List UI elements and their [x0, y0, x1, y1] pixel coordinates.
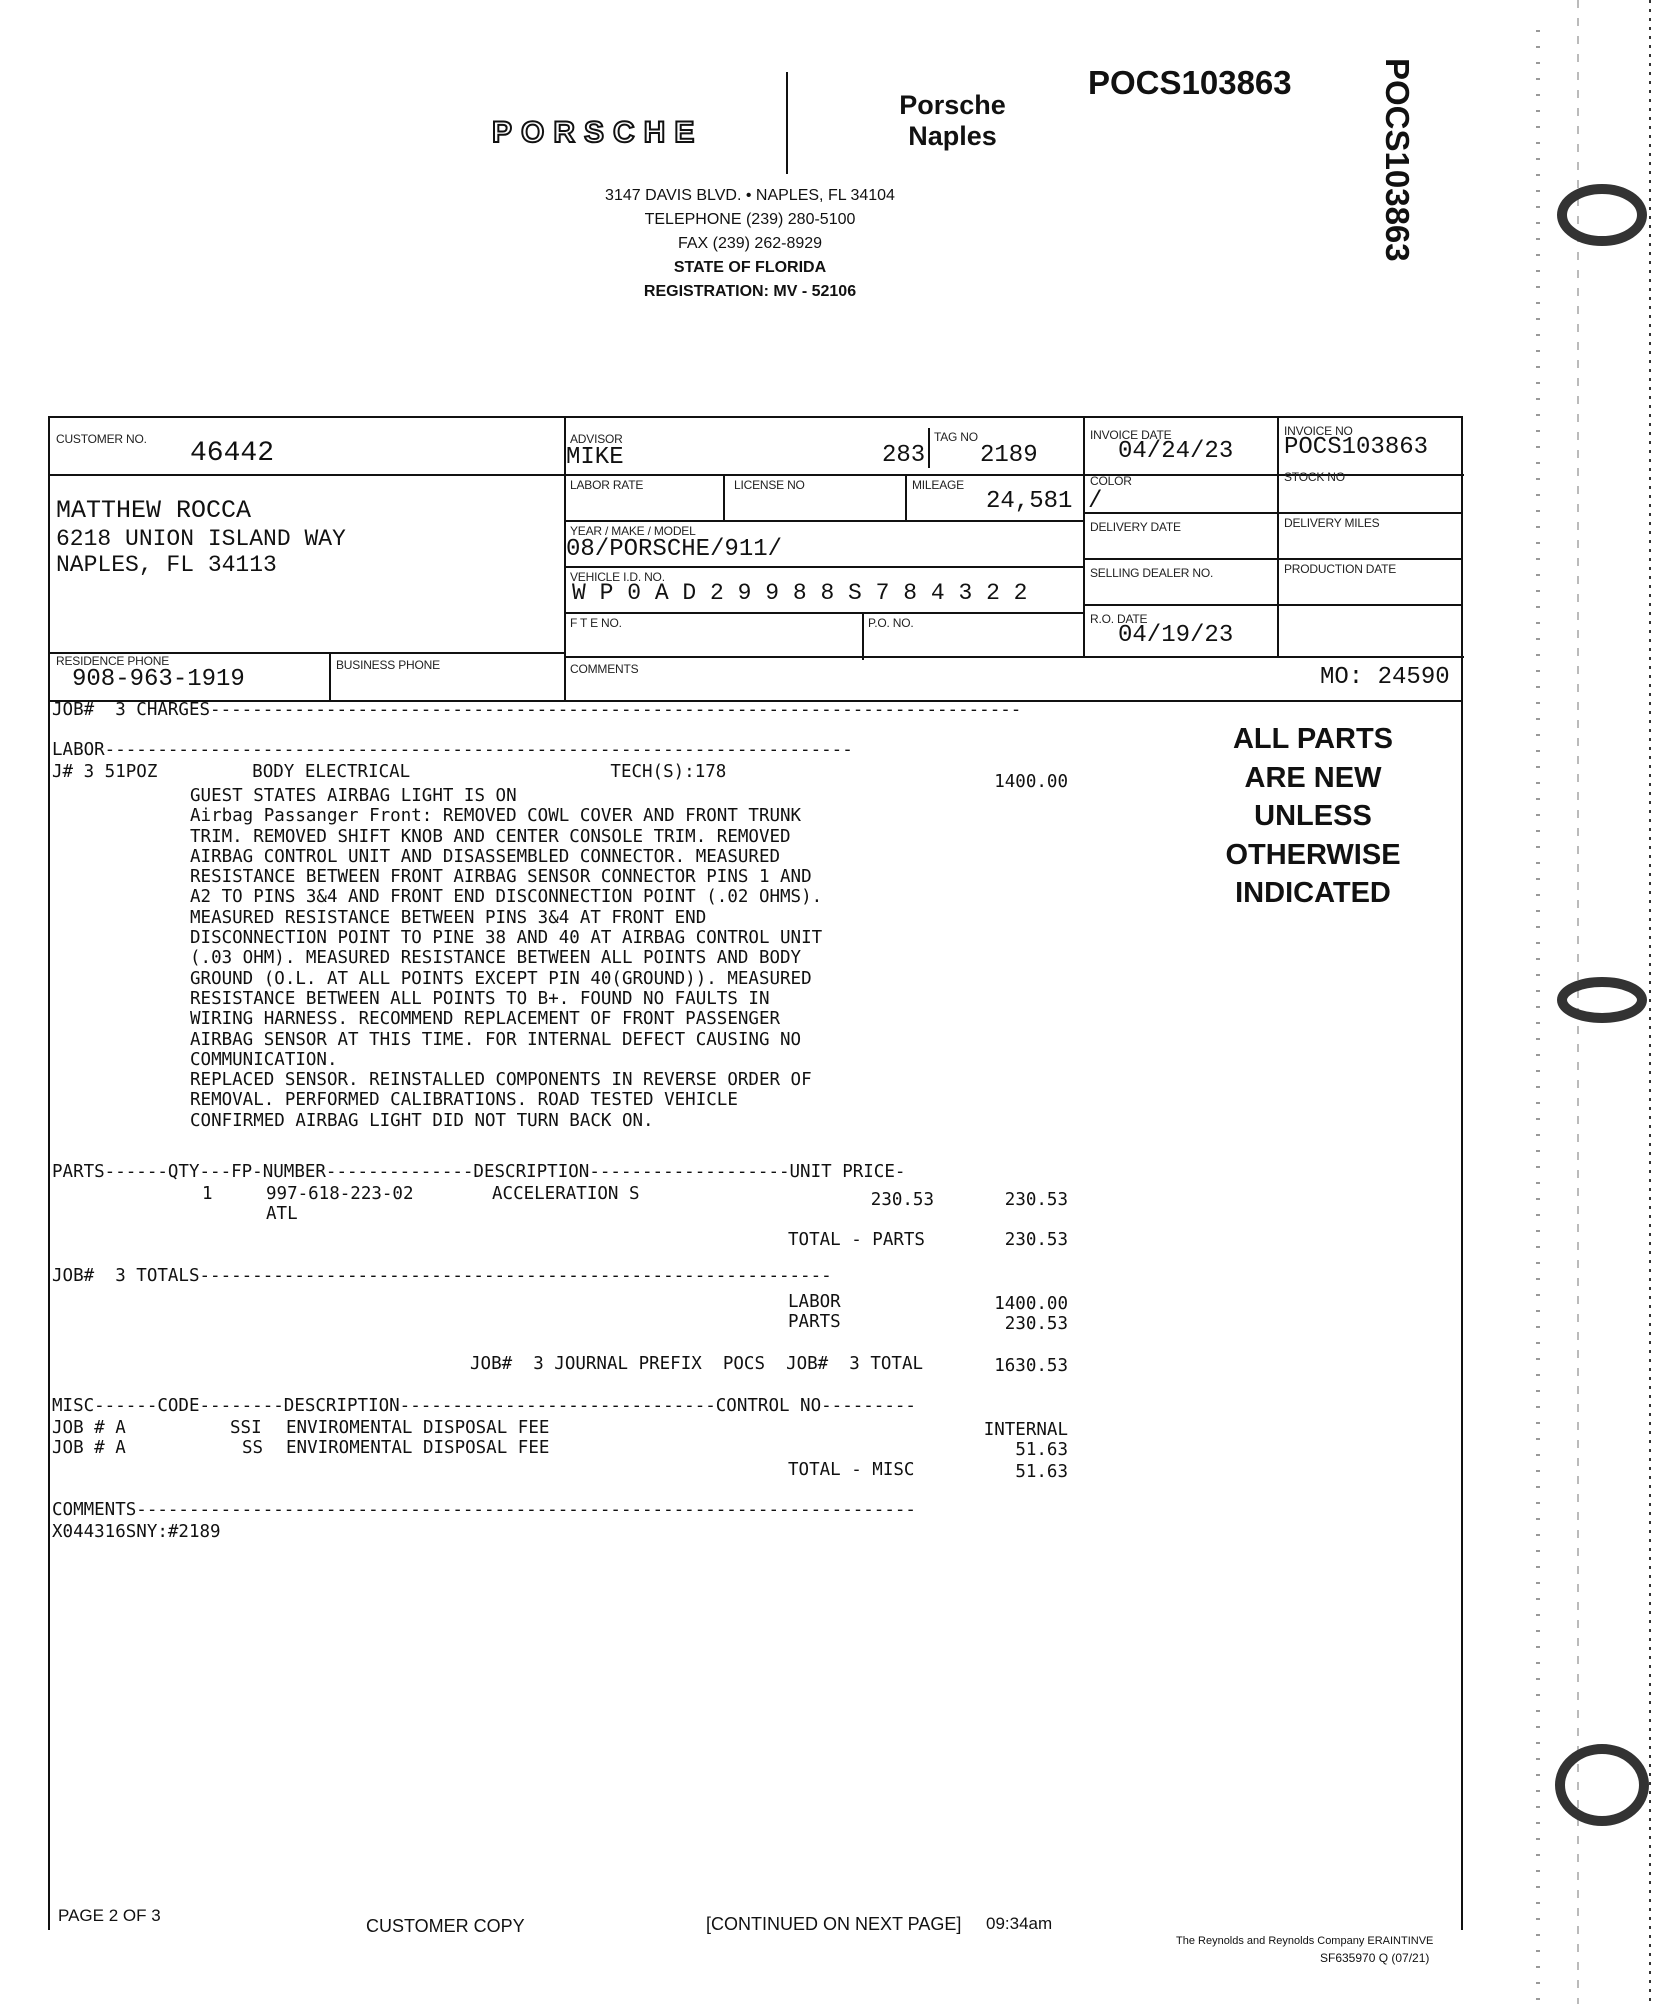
continued-note: [CONTINUED ON NEXT PAGE] — [706, 1914, 962, 1934]
side-invoice-code: POCS103863 — [1379, 58, 1416, 262]
ro-date: 04/19/23 — [1118, 622, 1234, 649]
top-invoice-code: POCS103863 — [1088, 64, 1292, 101]
invoice-no: POCS103863 — [1284, 434, 1429, 461]
total-parts: 230.53 — [1004, 1230, 1068, 1250]
invoice-date-label: INVOICE DATE — [1090, 428, 1172, 442]
notice-line: UNLESS — [1254, 800, 1372, 832]
job-totals-header: JOB# 3 TOTALS------------------------------------------------------------ — [52, 1266, 832, 1286]
total-parts-label: TOTAL - PARTS — [788, 1230, 925, 1250]
labor-rate-label: LABOR RATE — [570, 478, 644, 492]
parts-notice — [1180, 720, 1446, 913]
misc-code: SSI — [230, 1418, 262, 1438]
brand-logo — [492, 116, 754, 146]
total-misc-label: TOTAL - MISC — [788, 1460, 915, 1480]
selling-dealer-label: SELLING DEALER NO. — [1090, 566, 1214, 580]
totals-labor-label: LABOR — [788, 1292, 841, 1312]
dealer-address: 3147 DAVIS BLVD. • NAPLES, FL 34104 — [605, 187, 895, 204]
part-unit-price: 230.53 — [870, 1190, 934, 1210]
job-charges-header: JOB# 3 CHARGES----------------------------------------------------------------------------- — [52, 700, 1022, 720]
vin: W P 0 A D 2 9 9 8 8 S 7 8 4 3 2 2 — [572, 580, 1028, 606]
residence-phone-label: RESIDENCE PHONE — [56, 654, 170, 668]
svg-text:PORSCHE: PORSCHE — [492, 116, 704, 146]
color-label: COLOR — [1090, 474, 1132, 488]
dealer-telephone: TELEPHONE (239) 280-5100 — [644, 211, 856, 228]
mileage: 24,581 — [986, 488, 1073, 515]
customer-city: NAPLES, FL 34113 — [56, 552, 277, 578]
mileage-label: MILEAGE — [912, 478, 964, 492]
comments-header: COMMENTS-------------------------------------------------------------------------- — [52, 1500, 916, 1520]
stock-no-label: STOCK NO — [1284, 470, 1345, 484]
tag-no: 2189 — [980, 442, 1038, 469]
repair-story: GUEST STATES AIRBAG LIGHT IS ON Airbag Passanger Front: REMOVED COWL COVER AND FRONT TRUNK TRIM. REMOVED SHIFT KNOB AND CENTER CONSOLE TRIM. REMOVED AIRBAG CONTROL UNIT AND DISASSEMBLED CONNECTOR. MEASURED RESISTANCE BETWEEN FRONT AIRBAG SENSOR CONNECTOR PINS 1 AND A2 TO PINS 3&4 AND FRONT END DISCONNECTION POINT (.02 OHMS). MEASURED RESISTANCE BETWEEN PINS 3&4 AT FRONT END DISCONNECTION POINT TO PINE 38 AND 40 AT AIRBAG CONTROL UNIT (.03 OHM). MEASURED RESISTANCE BETWEEN ALL POINTS AND BODY GROUND (O.L. AT ALL POINTS EXCEPT PIN 40(GROUND)). MEASURED RESISTANCE BETWEEN ALL POINTS TO B+. FOUND NO FAULTS IN WIRING HARNESS. RECOMMEND REPLACEMENT OF FRONT PASSENGER AIRBAG SENSOR AT THIS TIME. FOR INTERNAL DEFECT CAUSING NO COMMUNICATION. REPLACED SENSOR. REINSTALLED COMPONENTS IN REVERSE ORDER OF REMOVAL. PERFORMED CALIBRATIONS. ROAD TESTED VEHICLE CONFIRMED AIRBAG LIGHT DID NOT TURN BACK ON. — [190, 786, 823, 1131]
customer-name: MATTHEW ROCCA — [56, 496, 252, 525]
production-date-label: PRODUCTION DATE — [1284, 562, 1397, 576]
color: / — [1088, 488, 1103, 515]
journal-line: JOB# 3 JOURNAL PREFIX POCS JOB# 3 TOTAL — [470, 1354, 924, 1374]
delivery-date-label: DELIVERY DATE — [1090, 520, 1181, 534]
misc-code: SS — [242, 1438, 264, 1458]
notice-line: OTHERWISE — [1225, 838, 1401, 871]
fte-label: F T E NO. — [570, 616, 622, 630]
misc-amount: 51.63 — [1015, 1440, 1068, 1460]
delivery-miles-label: DELIVERY MILES — [1284, 516, 1380, 530]
job-total: 1630.53 — [994, 1356, 1068, 1376]
business-phone-label: BUSINESS PHONE — [336, 658, 440, 672]
page-number: PAGE 2 OF 3 — [58, 1906, 161, 1925]
invoice-date: 04/24/23 — [1118, 438, 1234, 465]
form-number: SF635970 Q (07/21) — [1320, 1951, 1430, 1965]
dealer-address-block — [560, 184, 940, 304]
labor-job-line: J# 3 51POZ BODY ELECTRICAL TECH(S):178 — [52, 762, 727, 782]
part-qty: 1 — [202, 1184, 213, 1204]
misc-desc: ENVIROMENTAL DISPOSAL FEE — [286, 1418, 550, 1438]
print-time: 09:34am — [986, 1914, 1053, 1933]
license-no-label: LICENSE NO — [734, 478, 805, 492]
part-desc: ACCELERATION S — [492, 1184, 640, 1204]
totals-labor: 1400.00 — [994, 1294, 1068, 1314]
comments-text: X044316SNY:#2189 — [52, 1522, 221, 1542]
tag-no-label: TAG NO — [934, 430, 978, 444]
misc-desc: ENVIROMENTAL DISPOSAL FEE — [286, 1438, 550, 1458]
parts-header: PARTS------QTY---FP-NUMBER--------------DESCRIPTION-------------------UNIT PRICE- — [52, 1162, 906, 1182]
ymm-label: YEAR / MAKE / MODEL — [570, 524, 696, 538]
vin-label: VEHICLE I.D. NO. — [570, 570, 665, 584]
residence-phone: 908-963-1919 — [72, 666, 245, 693]
totals-parts-label: PARTS — [788, 1312, 841, 1332]
dealer-name-line2: Naples — [908, 121, 997, 151]
part-amount: 230.53 — [1004, 1190, 1068, 1210]
customer-street: 6218 UNION ISLAND WAY — [56, 526, 346, 552]
dealer-registration: REGISTRATION: MV - 52106 — [643, 283, 857, 300]
notice-line: INDICATED — [1235, 877, 1391, 909]
letterhead-divider — [786, 72, 788, 174]
labor-header: LABOR----------------------------------------------------------------------- — [52, 740, 853, 760]
advisor: MIKE — [566, 444, 624, 471]
notice-line: ARE NEW — [1244, 761, 1382, 794]
body-frame-left — [48, 700, 50, 1930]
part-number: 997-618-223-02 — [266, 1184, 414, 1204]
customer-no-label: CUSTOMER NO. — [56, 432, 147, 446]
comments-label: COMMENTS — [570, 662, 639, 676]
misc-job: JOB # A — [52, 1438, 126, 1458]
dealer-fax: FAX (239) 262-8929 — [677, 235, 823, 252]
ro-date-label: R.O. DATE — [1090, 612, 1148, 626]
body-frame-right — [1461, 700, 1463, 1930]
labor-amount: 1400.00 — [994, 772, 1068, 792]
binder-edge — [1510, 0, 1660, 2004]
porsche-wordmark-icon — [492, 116, 754, 146]
printer-credit: The Reynolds and Reynolds Company ERAINTINVE — [1176, 1935, 1434, 1947]
mo-number: MO: 24590 — [1320, 664, 1450, 691]
advisor-no: 283 — [882, 442, 926, 469]
misc-amount: INTERNAL — [983, 1420, 1068, 1440]
totals-parts: 230.53 — [1004, 1314, 1068, 1334]
dealer-name — [880, 90, 1025, 152]
total-misc: 51.63 — [1015, 1462, 1068, 1482]
advisor-label: ADVISOR — [570, 432, 623, 446]
invoice-no-label: INVOICE NO — [1284, 424, 1353, 438]
po-label: P.O. NO. — [868, 616, 914, 630]
notice-line: ALL PARTS — [1232, 723, 1394, 755]
ymm: 08/PORSCHE/911/ — [566, 536, 783, 563]
dealer-state: STATE OF FLORIDA — [673, 259, 827, 276]
misc-job: JOB # A — [52, 1418, 126, 1438]
part-source: ATL — [266, 1204, 298, 1224]
customer-no: 46442 — [190, 438, 275, 469]
dealer-name-line1: Porsche — [899, 90, 1006, 120]
misc-header: MISC------CODE--------DESCRIPTION------------------------------CONTROL NO--------- — [52, 1396, 916, 1416]
copy-type: CUSTOMER COPY — [366, 1916, 525, 1936]
